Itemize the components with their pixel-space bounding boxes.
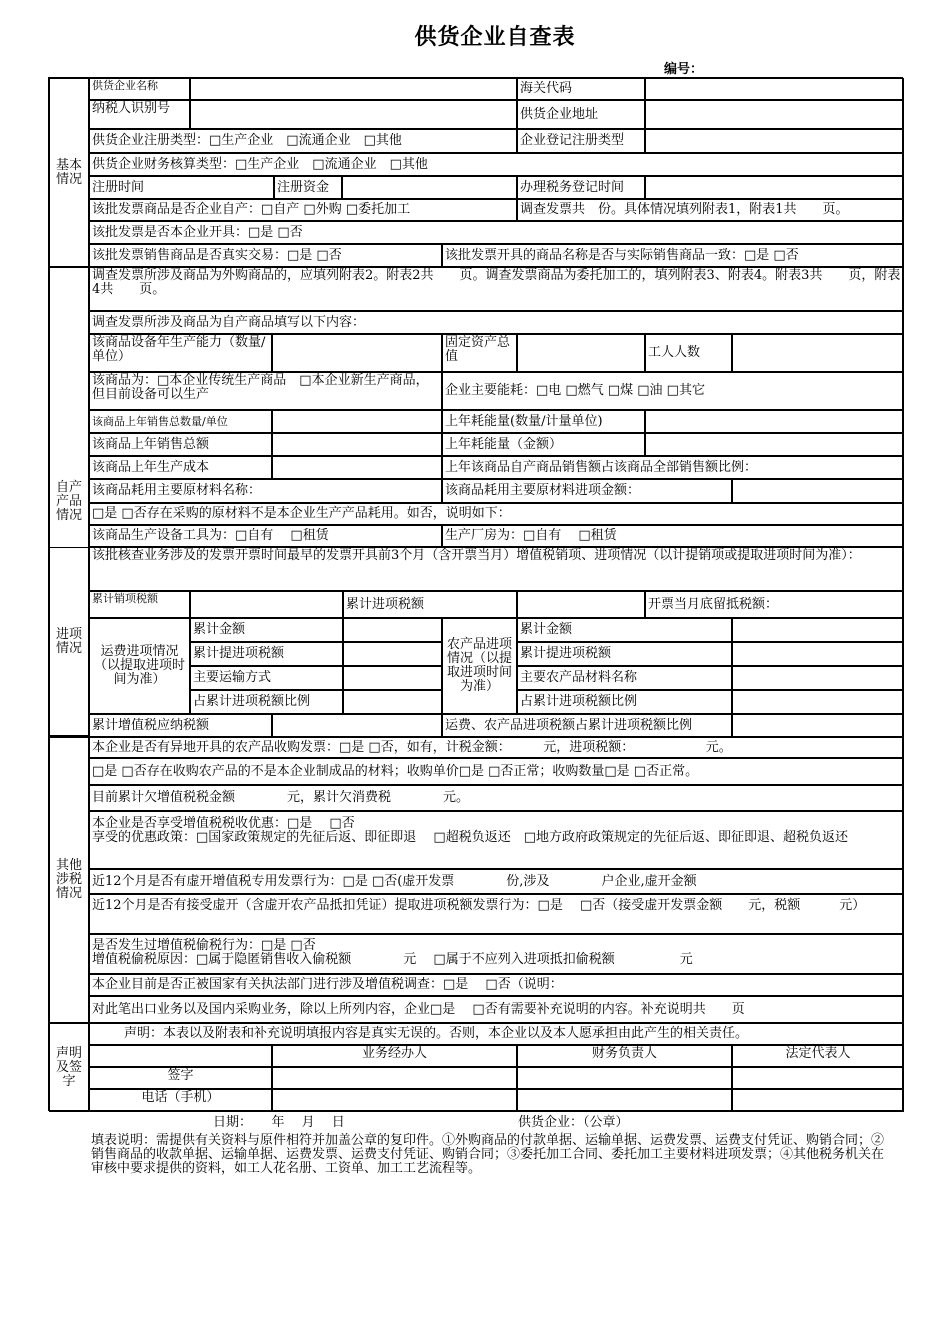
agri-total-label: 累计金额 [517, 618, 732, 642]
fixed-assets-label: 固定资产总值 [442, 334, 517, 372]
reg-time-label: 注册时间 [89, 176, 274, 199]
finance-phone[interactable] [517, 1089, 732, 1112]
handler-phone[interactable] [272, 1089, 517, 1112]
purchased-material-options[interactable]: □是 □否存在采购的原材料不是本企业生产产品耗用。如否，说明如下： [89, 503, 904, 525]
last-amount-field[interactable] [272, 433, 442, 456]
agri-total-field[interactable] [732, 618, 904, 642]
section-sign: 声明 及签 字 [49, 1023, 89, 1112]
tax-id-label: 纳税人识别号 [89, 100, 190, 129]
customs-code-label: 海关代码 [517, 78, 645, 100]
freight-agri-ratio-label: 运费、农产品进项税额占累计进项税额比例 [442, 714, 732, 737]
supplementary-note[interactable]: 对此笔出口业务以及国内采购业务，除以上所列内容，企业□是 □否有需要补充说明的内容。补充说明共 页 [89, 996, 904, 1023]
energy-amount-field[interactable] [645, 433, 904, 456]
last-cost-label: 该商品上年生产成本 [89, 456, 272, 479]
goods-origin-options[interactable]: 该批发票商品是否企业自产：□自产 □外购 □委托加工 [89, 199, 517, 221]
declaration: 声明：本表以及附表和补充说明填报内容是真实无误的。否则，本企业以及本人愿承担由此产生的相关责任。 [89, 1023, 904, 1045]
energy-options[interactable]: 企业主要能耗：□电 □燃气 □煤 □油 □其它 [442, 372, 904, 410]
legal-phone[interactable] [732, 1089, 904, 1112]
agri-tax-label: 累计提进项税额 [517, 642, 732, 666]
last-qty-field[interactable] [272, 410, 442, 433]
input-tax-field[interactable] [517, 591, 645, 618]
fixed-assets-field[interactable] [517, 334, 645, 372]
invoice-count-text: 调查发票共 份。具体情况填列附表1，附表1共 页。 [517, 199, 904, 221]
footer-company-seal: 供货企业：（公章） [518, 1115, 629, 1130]
tools-options[interactable]: 该商品生产设备工具为：□自有 □租赁 [89, 525, 442, 547]
section-input: 进项 情况 [49, 547, 89, 737]
retained-label: 开票当月底留抵税额： [645, 591, 904, 618]
freight-total-field[interactable] [343, 618, 442, 642]
tax-arrears[interactable]: 目前累计欠增值税税金额 元，累计欠消费税 元。 [89, 785, 904, 811]
sales-ratio-label: 上年该商品自产商品销售额占该商品全部销售额比例： [442, 456, 904, 479]
supplier-name-field[interactable] [190, 78, 517, 100]
freight-mode-field[interactable] [343, 666, 442, 690]
workers-field[interactable] [732, 334, 904, 372]
energy-qty-field[interactable] [645, 410, 904, 433]
freight-tax-field[interactable] [343, 642, 442, 666]
reg-capital-field[interactable] [342, 176, 517, 199]
name-match-options[interactable]: 该批发票开具的商品名称是否与实际销售商品一致：□是 □否 [442, 244, 904, 267]
capacity-field[interactable] [272, 334, 442, 372]
freight-agri-ratio-field[interactable] [732, 714, 904, 737]
true-sale-options[interactable]: 该批发票销售商品是否真实交易：□是 □否 [89, 244, 442, 267]
capacity-label: 该商品设备年生产能力（数量/单位） [89, 334, 272, 372]
agri-tax-field[interactable] [732, 642, 904, 666]
page-title: 供货企业自查表 [414, 24, 576, 50]
payable-field[interactable] [272, 714, 442, 737]
sign-header-blank [89, 1045, 272, 1067]
tax-reg-time-label: 办理税务登记时间 [517, 176, 645, 199]
product-type-options[interactable]: 该商品为：□本企业传统生产商品 □本企业新生产商品，但目前设备可以生产 [89, 372, 442, 410]
agri-ratio-label: 占累计进项税额比例 [517, 690, 732, 714]
section-other-tax: 其他 涉税 情况 [49, 737, 89, 1023]
false-invoice-issued[interactable]: 近12个月是否有虚开增值税专用发票行为：□是 □否(虚开发票 份,涉及 户企业,虚开金额 [89, 869, 904, 894]
tax-incentive[interactable]: 本企业是否享受增值税税收优惠：□是 □否 享受的优惠政策：□国家政策规定的先征后返、即征即退 □超税负返还 □地方政府政策规定的先征后返、即征即退、超税负返还 [89, 811, 904, 869]
freight-total-label: 累计金额 [190, 618, 343, 642]
address-field[interactable] [645, 100, 904, 129]
reg-capital-label: 注册资金 [274, 176, 342, 199]
footer-date: 日期： 年 月 日 [213, 1115, 345, 1130]
handler-signature[interactable] [272, 1067, 517, 1089]
energy-amount-label: 上年耗能量（金额） [442, 433, 645, 456]
input-tax-label: 累计进项税额 [343, 591, 517, 618]
material-tax-label: 该商品耗用主要原材料进项金额： [442, 479, 732, 503]
material-tax-field[interactable] [732, 479, 904, 503]
reg-category-label: 企业登记注册类型 [517, 129, 645, 153]
freight-tax-label: 累计提进项税额 [190, 642, 343, 666]
last-qty-label: 该商品上年销售总数量/单位 [89, 410, 272, 433]
reg-type-options[interactable]: 供货企业注册类型：□生产企业 □流通企业 □其他 [89, 129, 517, 153]
agri-ratio-field[interactable] [732, 690, 904, 714]
freight-ratio-field[interactable] [343, 690, 442, 714]
self-product-note: 调查发票所涉及商品为自产商品填写以下内容： [89, 311, 904, 334]
section-basic: 基本 情况 [49, 78, 89, 267]
last-cost-field[interactable] [272, 456, 442, 479]
payable-label: 累计增值税应纳税额 [89, 714, 272, 737]
under-investigation[interactable]: 本企业目前是否正被国家有关执法部门进行涉及增值税调查：□是 □否（说明： [89, 974, 904, 996]
section-self-product: 自产 产品 情况 [49, 267, 89, 736]
material-name-label: 该商品耗用主要原材料名称： [89, 479, 442, 503]
freight-mode-label: 主要运输方式 [190, 666, 343, 690]
freight-ratio-label: 占累计进项税额比例 [190, 690, 343, 714]
last-amount-label: 该商品上年销售总额 [89, 433, 272, 456]
freight-label: 运费进项情况（以提取进项时间为准） [89, 618, 190, 714]
finance-header: 财务负责人 [517, 1045, 732, 1067]
agri-material-check[interactable]: □是 □否存在收购农产品的不是本企业制成品的材料；收购单价□是 □否正常；收购数量□是 □否正常。 [89, 758, 904, 785]
issued-by-self-options[interactable]: 该批发票是否本企业开具：□是 □否 [89, 221, 904, 244]
address-label: 供货企业地址 [517, 100, 645, 129]
phone-label: 电话（手机） [89, 1089, 272, 1112]
legal-signature[interactable] [732, 1067, 904, 1089]
form-number-label: 编号： [664, 62, 704, 77]
input-note: 该批核查业务涉及的发票开票时间最早的发票开具前3个月（含开票当月）增值税销项、进项情况（以计提销项或提取进项时间为准）： [89, 547, 904, 591]
handler-header: 业务经办人 [272, 1045, 517, 1067]
accounting-type-options[interactable]: 供货企业财务核算类型：□生产企业 □流通企业 □其他 [89, 153, 904, 176]
remote-purchase-invoice[interactable]: 本企业是否有异地开具的农产品收购发票：□是 □否，如有，计税金额： 元，进项税额： 元。 [89, 737, 904, 758]
agri-material-field[interactable] [732, 666, 904, 690]
footer-instructions: 填表说明：需提供有关资料与原件相符并加盖公章的复印件。①外购商品的付款单据、运输单据、运费发票、运费支付凭证、购销合同；②销售商品的收款单据、运输单据、运费发票、运费支付凭证、购销合同；③委托加工合同、委托加工主要材料进项发票；④其他税务机关在审核中要求提供的资料，如工人花名册、工资单、加工工艺流程等。 [91, 1133, 885, 1176]
workers-label: 工人人数 [645, 334, 732, 372]
false-invoice-received[interactable]: 近12个月是否有接受虚开（含虚开农产品抵扣凭证）提取进项税额发票行为：□是 □否（接受虚开发票金额 元，税额 元） [89, 894, 904, 934]
plant-options[interactable]: 生产厂房为：□自有 □租赁 [442, 525, 904, 547]
energy-qty-label: 上年耗能量(数量/计量单位) [442, 410, 645, 433]
agri-material-label: 主要农产品材料名称 [517, 666, 732, 690]
finance-signature[interactable] [517, 1067, 732, 1089]
customs-code-field[interactable] [645, 78, 904, 100]
supplier-name-label: 供货企业名称 [89, 78, 190, 100]
legal-header: 法定代表人 [732, 1045, 904, 1067]
tax-reg-time-field[interactable] [645, 176, 904, 199]
sales-tax-label: 累计销项税额 [89, 591, 190, 618]
purchase-note: 调查发票所涉及商品为外购商品的，应填列附表2。附表2共 页。调查发票商品为委托加工的，填列附表3、附表4。附表3共 页，附表4共 页。 [89, 267, 904, 311]
sales-tax-field[interactable] [190, 591, 343, 618]
agri-label: 农产品进项情况（以提取进项时间为准） [442, 618, 517, 714]
tax-id-field[interactable] [190, 100, 517, 129]
self-check-form [48, 77, 903, 1111]
signature-label: 签字 [89, 1067, 272, 1089]
tax-evasion[interactable]: 是否发生过增值税偷税行为：□是 □否 增值税偷税原因：□属于隐匿销售收入偷税额 元 □属于不应列入进项抵扣偷税额 元 [89, 934, 904, 974]
reg-category-field[interactable] [645, 129, 904, 153]
